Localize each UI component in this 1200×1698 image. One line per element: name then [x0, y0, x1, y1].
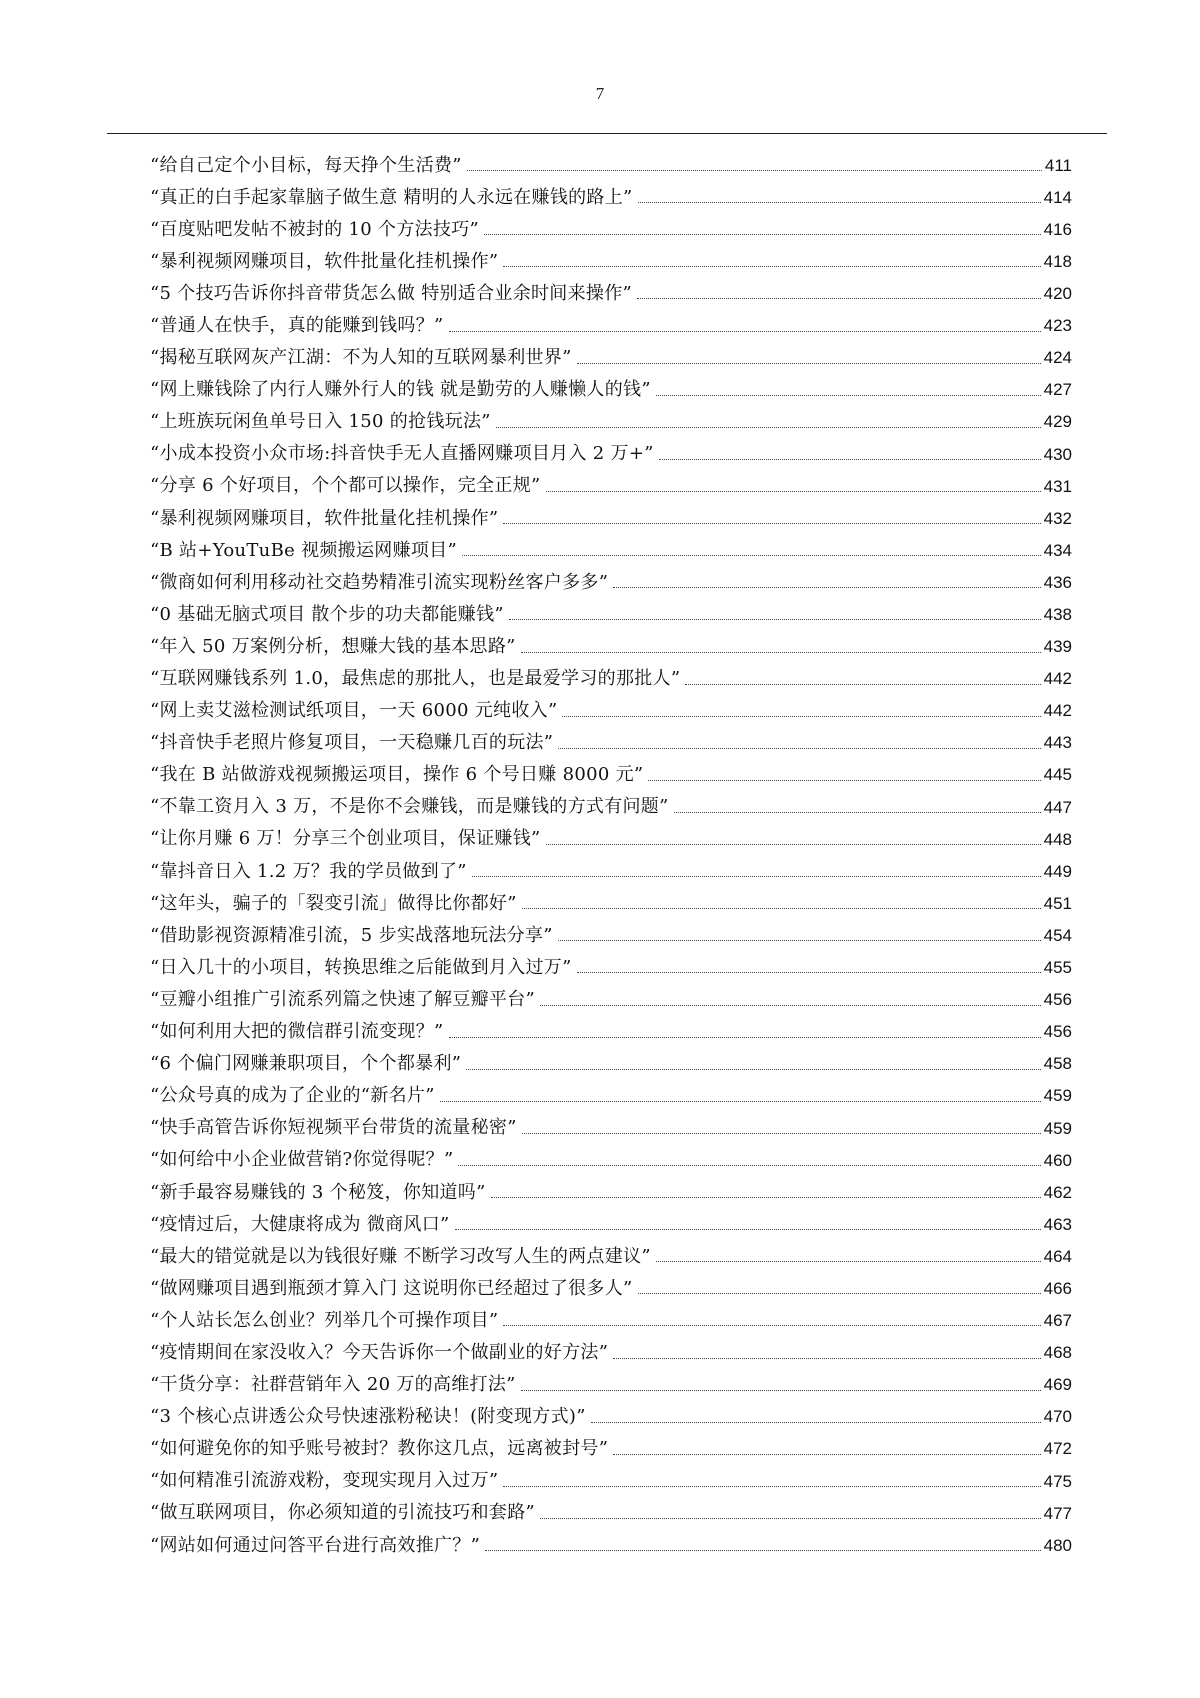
toc-entry[interactable] — [150, 1367, 1072, 1399]
dot-leader — [485, 1550, 1041, 1551]
dot-leader — [472, 876, 1041, 877]
dot-leader — [638, 1293, 1041, 1294]
toc-entry-title: “5 个技巧告诉你抖音带货怎么做 特别适合业余时间来操作” — [150, 282, 632, 304]
toc-entry[interactable] — [150, 981, 1072, 1013]
toc-entry-page-number: 455 — [1043, 958, 1072, 978]
toc-entry-title: “个人站长怎么创业？列举几个可操作项目” — [150, 1309, 499, 1331]
dot-leader — [546, 844, 1041, 845]
toc-entry[interactable] — [150, 340, 1072, 372]
toc-entry-title: “暴利视频网赚项目，软件批量化挂机操作” — [150, 250, 499, 272]
dot-leader — [467, 170, 1042, 171]
dot-leader — [503, 1325, 1040, 1326]
toc-entry[interactable] — [150, 725, 1072, 757]
toc-entry[interactable] — [150, 468, 1072, 500]
toc-entry[interactable] — [150, 1527, 1072, 1559]
toc-entry-title: “0 基础无脑式项目 散个步的功夫都能赚钱” — [150, 603, 504, 625]
toc-entry-title: “给自己定个小目标，每天挣个生活费” — [150, 154, 462, 176]
toc-entry[interactable] — [150, 1142, 1072, 1174]
toc-entry-title: “网上赚钱除了内行人赚外行人的钱 就是勤劳的人赚懒人的钱” — [150, 379, 651, 401]
toc-entry-title: “不靠工资月入 3 万，不是你不会赚钱，而是赚钱的方式有问题” — [150, 796, 669, 818]
toc-entry-page-number: 467 — [1043, 1311, 1072, 1331]
dot-leader — [449, 331, 1041, 332]
toc-entry-title: “年入 50 万案例分析，想赚大钱的基本思路” — [150, 635, 516, 657]
toc-entry[interactable] — [150, 693, 1072, 725]
toc-entry-title: “让你月赚 6 万！分享三个创业项目，保证赚钱” — [150, 828, 541, 850]
toc-entry-title: “疫情过后，大健康将成为 微商风口” — [150, 1213, 450, 1235]
toc-entry[interactable] — [150, 500, 1072, 532]
toc-entry[interactable] — [150, 1110, 1072, 1142]
toc-entry-title: “靠抖音日入 1.2 万？我的学员做到了” — [150, 860, 467, 882]
toc-entry[interactable] — [150, 243, 1072, 275]
toc-entry-page-number: 430 — [1043, 444, 1072, 464]
toc-entry-title: “如何给中小企业做营销?你觉得呢？” — [150, 1149, 454, 1171]
toc-entry-title: “做互联网项目，你必须知道的引流技巧和套路” — [150, 1502, 536, 1524]
toc-entry-title: “抖音快手老照片修复项目，一天稳赚几百的玩法” — [150, 732, 554, 754]
toc-entry[interactable] — [150, 211, 1072, 243]
toc-entry[interactable] — [150, 853, 1072, 885]
toc-entry-page-number: 414 — [1043, 187, 1072, 207]
toc-entry[interactable] — [150, 885, 1072, 917]
toc-entry[interactable] — [150, 1463, 1072, 1495]
toc-entry-page-number: 443 — [1043, 733, 1072, 753]
toc-entry[interactable] — [150, 404, 1072, 436]
toc-entry-page-number: 463 — [1043, 1214, 1072, 1234]
dot-leader — [522, 908, 1041, 909]
toc-entry[interactable] — [150, 789, 1072, 821]
toc-entry[interactable] — [150, 179, 1072, 211]
toc-entry-page-number: 464 — [1043, 1246, 1072, 1266]
dot-leader — [484, 234, 1041, 235]
dot-leader — [449, 1037, 1041, 1038]
toc-entry-page-number: 429 — [1043, 412, 1072, 432]
toc-entry[interactable] — [150, 275, 1072, 307]
dot-leader — [637, 298, 1041, 299]
dot-leader — [659, 459, 1041, 460]
toc-entry-title: “百度贴吧发帖不被封的 10 个方法技巧” — [150, 218, 480, 240]
toc-entry-page-number: 442 — [1043, 701, 1072, 721]
toc-entry[interactable] — [150, 147, 1072, 179]
toc-entry-title: “快手高管告诉你短视频平台带货的流量秘密” — [150, 1117, 517, 1139]
toc-entry-title: “这年头，骗子的「裂变引流」做得比你都好” — [150, 892, 517, 914]
toc-entry[interactable] — [150, 917, 1072, 949]
toc-entry-title: “如何精准引流游戏粉，变现实现月入过万” — [150, 1470, 499, 1492]
toc-entry[interactable] — [150, 1302, 1072, 1334]
toc-entry[interactable] — [150, 372, 1072, 404]
dot-leader — [440, 1101, 1041, 1102]
toc-entry-page-number: 432 — [1043, 508, 1072, 528]
toc-entry-page-number: 458 — [1043, 1054, 1072, 1074]
dot-leader — [503, 1486, 1040, 1487]
toc-entry-title: “上班族玩闲鱼单号日入 150 的抢钱玩法” — [150, 411, 491, 433]
toc-entry-page-number: 447 — [1043, 797, 1072, 817]
toc-entry-page-number: 462 — [1043, 1182, 1072, 1202]
toc-entry[interactable] — [150, 1270, 1072, 1302]
toc-entry-page-number: 438 — [1043, 605, 1072, 625]
dot-leader — [540, 1518, 1041, 1519]
toc-entry-page-number: 480 — [1043, 1535, 1072, 1555]
toc-entry-title: “普通人在快手，真的能赚到钱吗？” — [150, 314, 444, 336]
toc-entry-page-number: 420 — [1043, 284, 1072, 304]
toc-entry-page-number: 468 — [1043, 1343, 1072, 1363]
toc-entry[interactable] — [150, 1078, 1072, 1110]
dot-leader — [674, 812, 1041, 813]
toc-entry-title: “暴利视频网赚项目，软件批量化挂机操作” — [150, 507, 499, 529]
toc-entry-title: “互联网赚钱系列 1.0，最焦虑的那批人，也是最爱学习的那批人” — [150, 668, 681, 689]
dot-leader — [638, 202, 1041, 203]
toc-entry-page-number: 427 — [1043, 380, 1072, 400]
toc-entry-page-number: 456 — [1043, 1022, 1072, 1042]
dot-leader — [491, 1197, 1041, 1198]
toc-entry-page-number: 475 — [1043, 1471, 1072, 1491]
dot-leader — [577, 363, 1041, 364]
dot-leader — [540, 1005, 1041, 1006]
toc-entry[interactable] — [150, 564, 1072, 596]
toc-entry-page-number: 449 — [1043, 861, 1072, 881]
toc-entry-page-number: 448 — [1043, 829, 1072, 849]
toc-entry[interactable] — [150, 532, 1072, 564]
toc-entry-page-number: 436 — [1043, 572, 1072, 592]
dot-leader — [462, 555, 1041, 556]
toc-entry[interactable] — [150, 1174, 1072, 1206]
toc-entry-title: “最大的错觉就是以为钱很好赚 不断学习改写人生的两点建议” — [150, 1245, 651, 1267]
dot-leader — [496, 427, 1041, 428]
toc-entry-title: “如何利用大把的微信群引流变现？” — [150, 1021, 444, 1043]
toc-entry-title: “微商如何利用移动社交趋势精准引流实现粉丝客户多多” — [150, 571, 609, 593]
dot-leader — [613, 587, 1040, 588]
dot-leader — [509, 619, 1041, 620]
toc-entry[interactable] — [150, 628, 1072, 660]
dot-leader — [503, 523, 1040, 524]
dot-leader — [577, 972, 1041, 973]
dot-leader — [458, 1165, 1040, 1166]
toc-entry-page-number: 466 — [1043, 1278, 1072, 1298]
toc-entry-page-number: 460 — [1043, 1150, 1072, 1170]
toc-entry-page-number: 451 — [1043, 893, 1072, 913]
toc-entry-page-number: 459 — [1043, 1118, 1072, 1138]
toc-entry[interactable] — [150, 821, 1072, 853]
toc-entry-title: “我在 B 站做游戏视频搬运项目，操作 6 个号日赚 8000 元” — [150, 764, 644, 786]
toc-entry-title: “做网赚项目遇到瓶颈才算入门 这说明你已经超过了很多人” — [150, 1277, 633, 1299]
toc-entry-title: “干货分享：社群营销年入 20 万的高维打法” — [150, 1374, 516, 1396]
toc-entry-title: “日入几十的小项目，转换思维之后能做到月入过万” — [150, 956, 572, 978]
toc-entry-title: “豆瓣小组推广引流系列篇之快速了解豆瓣平台” — [150, 988, 536, 1010]
toc-entry-page-number: 459 — [1043, 1086, 1072, 1106]
toc-entry[interactable] — [150, 1014, 1072, 1046]
toc-entry-page-number: 469 — [1043, 1375, 1072, 1395]
toc-entry[interactable] — [150, 1334, 1072, 1366]
toc-entry-title: “分享 6 个好项目，个个都可以操作，完全正规” — [150, 475, 541, 497]
toc-entry-title: “B 站+YouTuBe 视频搬运网赚项目” — [150, 539, 457, 561]
dot-leader — [613, 1358, 1040, 1359]
dot-leader — [613, 1454, 1040, 1455]
toc-entry-page-number: 470 — [1043, 1407, 1072, 1427]
toc-entry-page-number: 431 — [1043, 476, 1072, 496]
toc-entry-title: “小成本投资小众市场:抖音快手无人直播网赚项目月入 2 万+” — [150, 443, 654, 465]
toc-entry-title: “公众号真的成为了企业的“新名片” — [150, 1085, 435, 1107]
dot-leader — [558, 748, 1040, 749]
table-of-contents — [150, 147, 1072, 1559]
dot-leader — [656, 1261, 1041, 1262]
toc-entry-page-number: 434 — [1043, 540, 1072, 560]
toc-entry-title: “疫情期间在家没收入？今天告诉你一个做副业的好方法” — [150, 1341, 609, 1363]
dot-leader — [521, 1390, 1041, 1391]
dot-leader — [503, 266, 1040, 267]
toc-entry-page-number: 442 — [1043, 669, 1072, 689]
toc-entry[interactable] — [150, 596, 1072, 628]
toc-entry-page-number: 445 — [1043, 765, 1072, 785]
toc-entry-page-number: 472 — [1043, 1439, 1072, 1459]
toc-entry-title: “网上卖艾滋检测试纸项目，一天 6000 元纯收入” — [150, 700, 558, 722]
toc-entry-page-number: 454 — [1043, 925, 1072, 945]
page-number: 7 — [595, 84, 605, 103]
dot-leader — [546, 491, 1041, 492]
toc-entry[interactable] — [150, 1238, 1072, 1270]
toc-entry-page-number: 411 — [1044, 155, 1072, 175]
toc-entry-title: “网站如何通过问答平台进行高效推广？” — [150, 1534, 481, 1556]
dot-leader — [648, 780, 1040, 781]
toc-entry[interactable] — [150, 1206, 1072, 1238]
toc-entry-page-number: 477 — [1043, 1503, 1072, 1523]
toc-entry[interactable] — [150, 1495, 1072, 1527]
toc-entry[interactable] — [150, 307, 1072, 339]
dot-leader — [522, 1133, 1041, 1134]
toc-entry-title: “真正的白手起家靠脑子做生意 精明的人永远在赚钱的路上” — [150, 186, 633, 208]
dot-leader — [521, 652, 1041, 653]
toc-entry-title: “3 个核心点讲透公众号快速涨粉秘诀！(附变现方式)” — [150, 1406, 586, 1428]
dot-leader — [558, 940, 1041, 941]
toc-entry[interactable] — [150, 1431, 1072, 1463]
toc-entry-page-number: 424 — [1043, 348, 1072, 368]
toc-entry-page-number: 456 — [1043, 990, 1072, 1010]
header-divider — [107, 133, 1107, 134]
toc-entry-title: “揭秘互联网灰产江湖：不为人知的互联网暴利世界” — [150, 347, 572, 369]
dot-leader — [656, 395, 1041, 396]
dot-leader — [466, 1069, 1040, 1070]
toc-entry-page-number: 416 — [1043, 219, 1072, 239]
toc-entry[interactable] — [150, 757, 1072, 789]
toc-entry-page-number: 423 — [1043, 316, 1072, 336]
toc-entry-page-number: 418 — [1043, 251, 1072, 271]
toc-entry-title: “6 个偏门网赚兼职项目，个个都暴利” — [150, 1053, 462, 1075]
dot-leader — [685, 684, 1040, 685]
toc-entry-title: “新手最容易赚钱的 3 个秘笈，你知道吗” — [150, 1181, 486, 1203]
toc-entry[interactable] — [150, 436, 1072, 468]
dot-leader — [562, 716, 1040, 717]
toc-entry-title: “如何避免你的知乎账号被封？教你这几点，远离被封号” — [150, 1438, 609, 1460]
toc-entry-title: “借助影视资源精准引流，5 步实战落地玩法分享” — [150, 924, 553, 946]
toc-entry[interactable] — [150, 949, 1072, 981]
toc-entry[interactable] — [150, 661, 1072, 693]
toc-entry-page-number: 439 — [1043, 637, 1072, 657]
toc-entry[interactable] — [150, 1399, 1072, 1431]
dot-leader — [591, 1422, 1041, 1423]
dot-leader — [455, 1229, 1041, 1230]
toc-entry[interactable] — [150, 1046, 1072, 1078]
